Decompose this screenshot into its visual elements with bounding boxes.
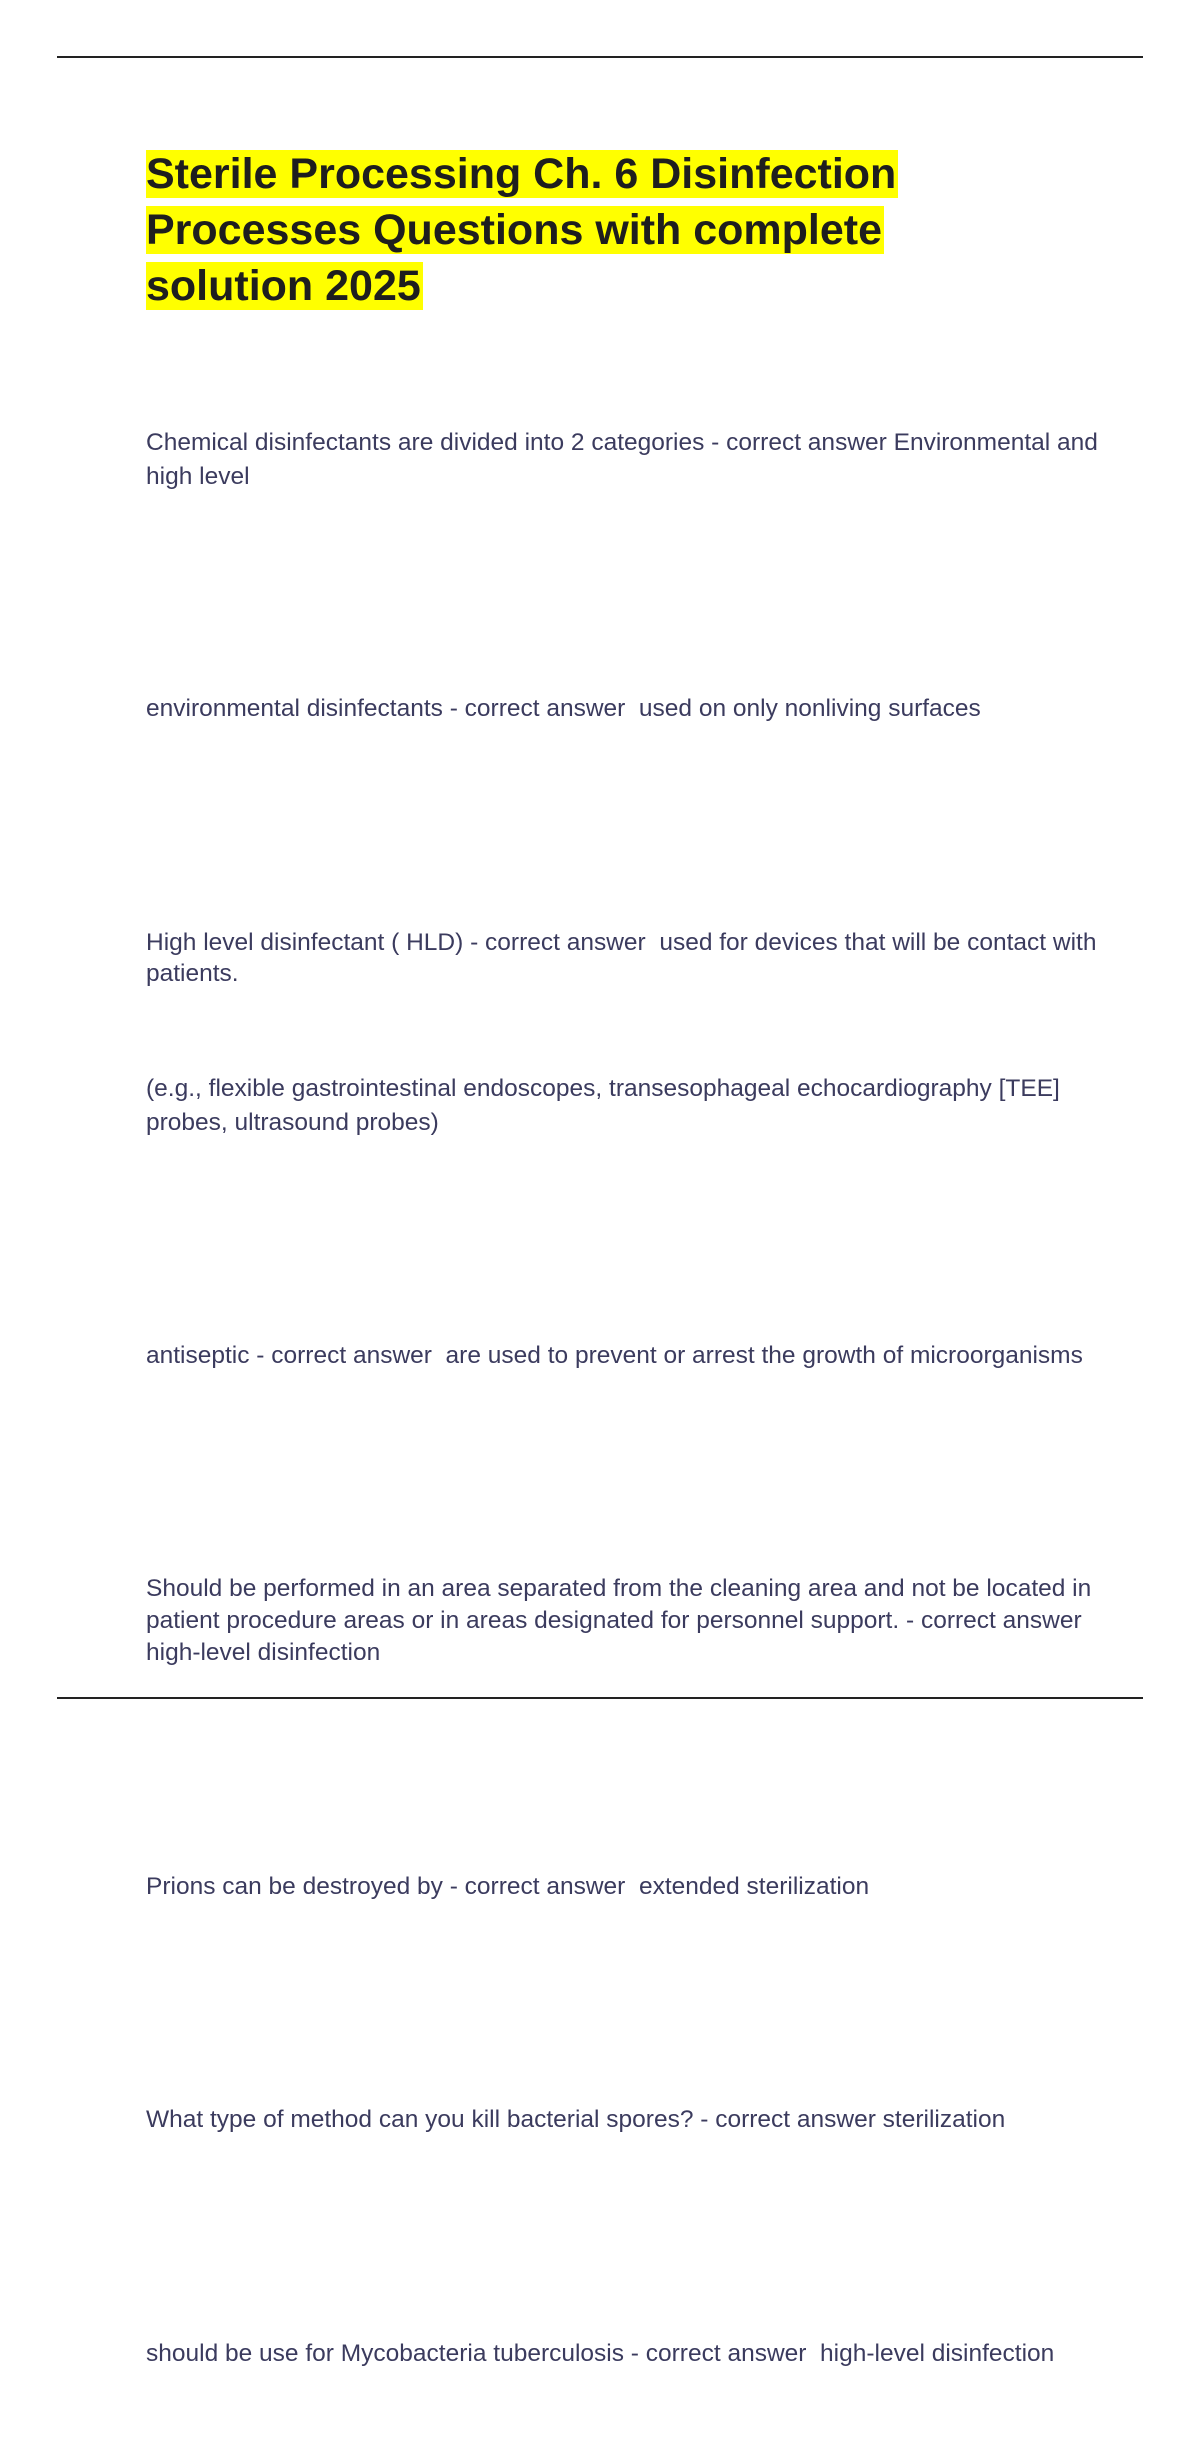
qa-entry: [146, 1802, 1106, 1972]
qa-entry: [146, 2035, 1106, 2205]
qa-entry-text: Should be performed in an area separated from the cleaning area and not be located in patient procedure areas or in areas designated for personnel support. - correct answer high-level disinfection: [146, 1575, 1099, 1666]
qa-entry: [146, 1271, 1106, 1441]
page-content: [146, 146, 1106, 2439]
qa-entry-text: antiseptic - correct answer are used to prevent or arrest the growth of microorganisms: [146, 1342, 1083, 1369]
document-title: [146, 146, 1026, 314]
title-highlight: Sterile Processing Ch. 6 Disinfection Processes Questions with complete solution 2025: [146, 150, 897, 310]
qa-entry-examples: (e.g., flexible gastrointestinal endoscopes, transesophageal echocardiography [TEE] probes, ultrasound probes): [146, 1075, 1067, 1136]
qa-entry-text: Prions can be destroyed by - correct answer extended sterilization: [146, 1873, 870, 1900]
qa-entry: [146, 2269, 1106, 2439]
qa-entry-text: environmental disinfectants - correct answer used on only nonliving surfaces: [146, 695, 981, 722]
qa-entry: [146, 859, 1106, 1208]
qa-entry: [146, 624, 1106, 794]
qa-entry-text: What type of method can you kill bacterial spores? - correct answer sterilization: [146, 2106, 1006, 2133]
qa-entry-text: High level disinfectant ( HLD) - correct answer used for devices that will be contact with patients.: [146, 929, 1104, 987]
qa-entry: [146, 358, 1106, 562]
bottom-rule: [57, 1697, 1143, 1699]
qa-list: [146, 358, 1106, 2439]
top-rule: [57, 56, 1143, 58]
qa-entry-text: should be use for Mycobacteria tuberculosis - correct answer high-level disinfection: [146, 2340, 1055, 2367]
qa-entry: [146, 1505, 1106, 1737]
qa-entry-text: Chemical disinfectants are divided into 2 categories - correct answer Environmental and high level: [146, 429, 1105, 490]
